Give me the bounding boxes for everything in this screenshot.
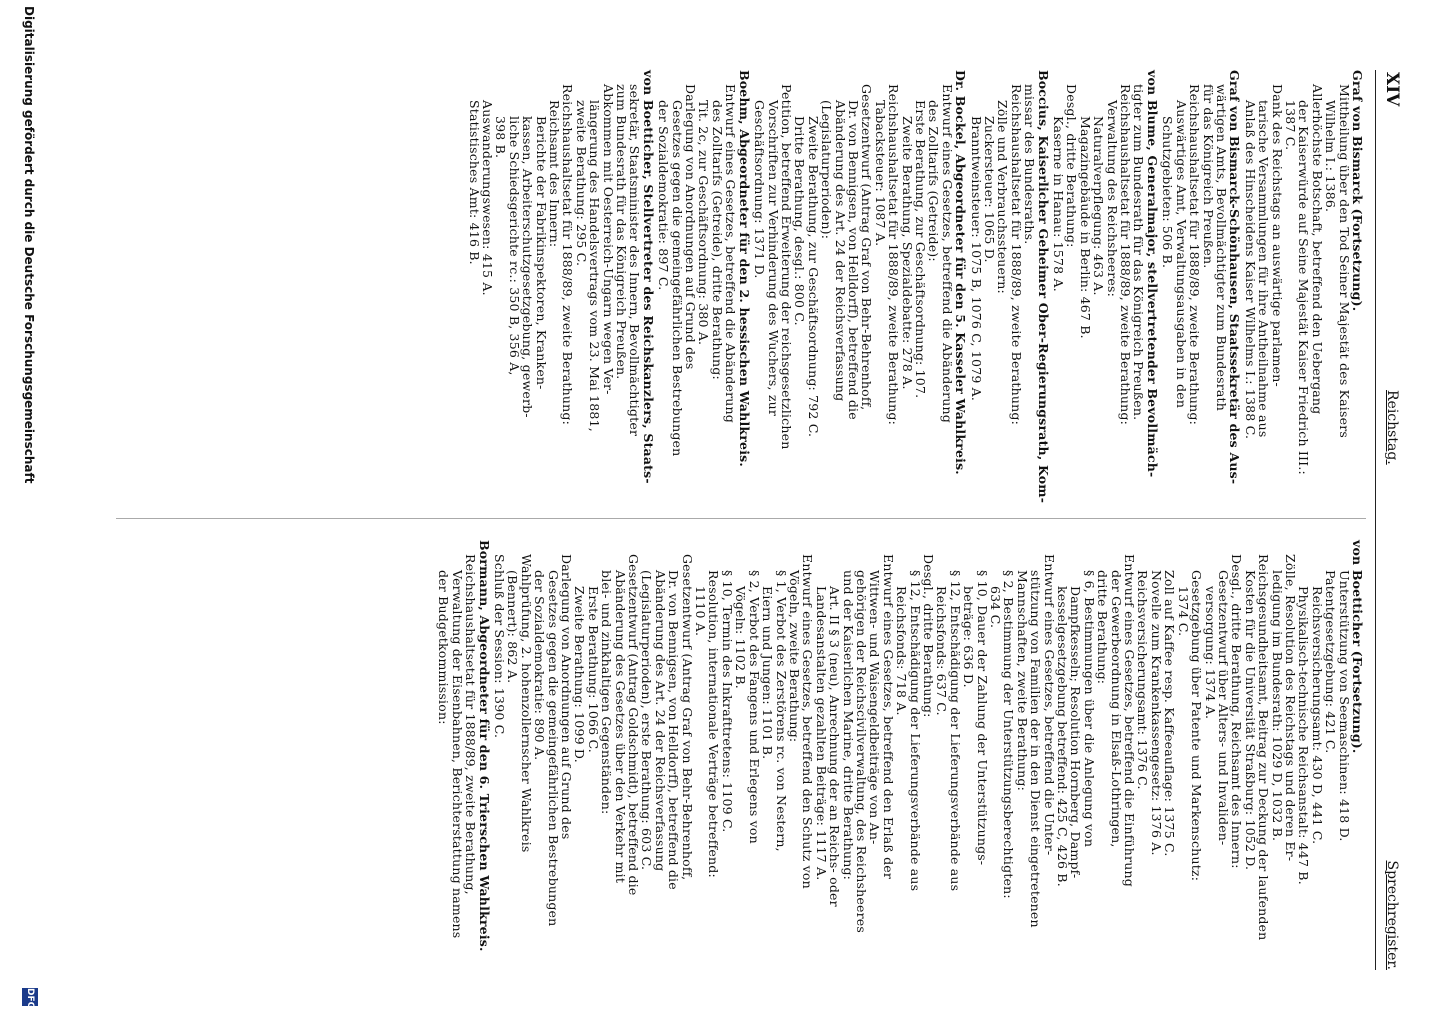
entry-line: Dr. von Bennigsen, von Helldorff), betreffend die: [666, 570, 682, 890]
entry-line: Auswärtiges Amt, Verwaltungsausgaben in den: [1173, 100, 1189, 409]
entry-line: Reichshaushaltsetat für 1888/89, zweite Berathung:: [886, 84, 902, 426]
footer-text: Digitalisierung gefördert durch die Deutsche Forschungsgemeinschaft: [22, 6, 36, 484]
register-entry: [1243, 70, 1364, 500]
entry-line: liche Schiedsgerichte rc.: 350 B, 356 A,: [506, 116, 522, 376]
register-entry: [493, 540, 1364, 970]
entry-line: § 10, Termin des Inkrafttretens: 1109 C.: [719, 570, 735, 833]
entry-line: § 1, Verbot des Zerstörens rc. von Nestern,: [773, 570, 789, 852]
entry-line: Desgl., dritte Berathung:: [1064, 84, 1080, 248]
entry-line: Reichsversicherungsamt: 430 D, 441 C.: [1309, 586, 1325, 845]
entry-line: des Zolltarifs (Getreide), dritte Berathung:: [709, 100, 725, 380]
entry-line: Gesetzentwurf (Antrag Goldschmidt), betreffend die: [626, 554, 642, 896]
entry-line: Zölle und Verbrauchssteuern:: [995, 100, 1011, 294]
entry-heading: Boccius, Kaiserlicher Geheimer Ober-Regierungsrath, Kom-: [1035, 70, 1051, 504]
entry-line: Dr. von Bennigsen, von Helldorff), betreffend die: [845, 100, 861, 420]
page-number: XIV: [1382, 72, 1402, 107]
entry-line: tarische Versammlungen für ihre Antheilnahme aus: [1256, 100, 1272, 438]
running-title-right: Sprechregister.: [1384, 860, 1400, 970]
entry-line: der Budgetkommission:: [436, 570, 452, 725]
entry-line: Zölle, Resolution des Reichstags und deren Er-: [1282, 554, 1298, 862]
entry-line: 1387 C.: [1282, 100, 1298, 151]
entry-line: Schutzgebieten: 506 B.: [1160, 116, 1176, 269]
header-rule: [1375, 70, 1376, 970]
entry-line: § 6, Bestimmungen über die Anlegung von: [1081, 570, 1097, 848]
entry-line: Abänderung des Art. 24 der Reichsverfassung: [832, 100, 848, 402]
entry-line: wärtigen Amts, Bevollmächtigter zum Bundesrath: [1213, 84, 1229, 412]
entry-line: Tit. 2c, zur Geschäftsordnung: 380 A.: [696, 100, 712, 346]
entry-line: tigter zum Bundesrath für das Königreich Preußen.: [1131, 84, 1147, 421]
entry-line: Reichsamt des Innern:: [547, 100, 563, 248]
entry-heading: Graf von Bismarck-Schönhausen, Staatssekretär des Aus-: [1227, 70, 1243, 485]
entry-line: (Legislaturperioden):: [819, 100, 835, 240]
entry-line: Tabacksteuer: 1087 A.: [872, 100, 888, 247]
column-divider: [116, 518, 1366, 519]
register-entry: [437, 540, 491, 970]
entry-line: Eiern und Jungen: 1101 B.: [760, 586, 776, 760]
entry-heading: von Boetticher, Stellvertreter des Reichskanzlers, Staats-: [640, 70, 656, 484]
entry-line: 1374 C.: [1175, 586, 1191, 637]
entry-line: 634 C.: [988, 586, 1004, 629]
right-column: [435, 540, 1364, 970]
entry-line: (Legislaturperioden), erste Berathung: 603 C.: [639, 570, 655, 871]
entry-line: Reichshaushaltsetat für 1888/89, zweite Berathung,: [463, 554, 479, 895]
entry-line: Zweite Berathung, Spezialdebatte: 278 A.: [899, 116, 915, 390]
register-entry: [467, 70, 655, 500]
entry-line: zweite Berathung: 295 C.: [573, 100, 589, 267]
entry-line: § 12, Entschädigung der Lieferungsverbände aus: [907, 570, 923, 892]
entry-line: Vorschriften zur Verhinderung des Wuchers, zur: [765, 100, 781, 417]
entry-line: Reichsfonds: 637 C.: [934, 586, 950, 716]
entry-line: Art. II § 3 (neu), Anrechnung der an Reichs- oder: [827, 586, 843, 907]
entry-line: Zweite Berathung, zur Geschäftsordnung: 792 C.: [805, 116, 821, 438]
entry-line: missar des Bundesraths.: [1022, 84, 1038, 245]
entry-line: Auswanderungswesen: 415 A.: [480, 100, 495, 296]
entry-line: (Bennert): 862 A.: [505, 570, 521, 684]
entry-line: Reichsgesundheitsamt, Beitrag zur Deckung der laufenden: [1256, 554, 1272, 941]
entry-line: zum Bundesrath für das Königreich Preußen.: [614, 84, 630, 380]
entry-line: und der Kaiserlichen Marine, dritte Berathung:: [840, 570, 856, 881]
entry-line: Branntweinsteuer: 1075 B, 1076 C, 1079 A.: [968, 116, 984, 402]
entry-line: § 12, Entschädigung der Lieferungsverbände aus: [947, 570, 963, 892]
entry-line: Novelle zum Krankenkassengesetz: 1376 A.: [1148, 570, 1164, 856]
entry-line: Reichshaushaltsetat für 1888/89, zweite Berathung:: [1118, 84, 1134, 426]
entry-line: Entwurf eines Gesetzes, betreffend den Erlaß der: [880, 554, 896, 880]
register-entry: [1161, 70, 1241, 500]
entry-heading: Dr. Bockel, Abgeordneter für den 5. Kasseler Wahlkreis.: [953, 70, 969, 475]
entry-heading: von Blume, Generalmajor, stellvertretender Bevollmäch-: [1144, 70, 1160, 478]
register-entry: [968, 70, 1051, 504]
scanned-page: [74, 70, 1404, 970]
entry-line: Erste Berathung: 1066 C.: [585, 586, 601, 753]
entry-line: dritte Berathung:: [1095, 570, 1111, 685]
entry-line: Patentgesetzgebung: 421 C.: [1323, 570, 1339, 754]
entry-line: Dampfkesseln; Resolution Hornberg, Dampf-: [1068, 586, 1084, 879]
entry-line: kesselgesetzgebung betreffend: 425 C, 426 B.: [1055, 586, 1071, 887]
entry-line: versorgung: 1374 A.: [1202, 586, 1218, 720]
entry-line: Wahlprüfung, 2. hohenzollernscher Wahlkreis: [518, 554, 534, 853]
entry-line: beträge: 636 D.: [961, 586, 977, 688]
entry-line: Abkommen mit Oesterreich-Ungarn wegen Ver-: [600, 84, 616, 395]
entry-line: § 10, Dauer der Zahlung der Unterstützungs-: [974, 570, 990, 866]
entry-line: Landesanstalten gezahlten Beiträge: 1117 A.: [813, 586, 829, 881]
entry-line: blei- und zinkhaltigen Gegenständen:: [599, 570, 615, 815]
entry-heading: Boehm, Abgeordneter für den 2. hessischen Wahlkreis.: [736, 70, 752, 467]
entry-line: der Kaiserwürde auf Seine Majestät Kaiser Friedrich III.:: [1296, 100, 1312, 475]
entry-line: Reichsversicherungsamt: 1376 C.: [1135, 570, 1151, 790]
entry-heading: von Boetticher (Fortsetzung).: [1350, 540, 1365, 754]
entry-line: Zweite Berathung: 1099 D.: [572, 586, 588, 763]
register-entry: [657, 70, 751, 500]
entry-line: Kosten für die Universität Straßburg: 1052 D.: [1242, 570, 1258, 871]
entry-line: Zoll auf Kaffee resp. Kaffeeauflage: 1375 C.: [1162, 570, 1178, 857]
entry-line: 398 B.: [493, 116, 509, 159]
entry-line: Gesetzgebung über Patente und Markenschutz:: [1189, 570, 1205, 882]
entry-line: Entwurf eines Gesetzes, betreffend den Schutz von: [800, 554, 816, 889]
entry-line: Dritte Berathung, desgl.: 800 C.: [792, 116, 808, 326]
register-entry: [753, 70, 968, 500]
entry-line: Resolution, internationale Verträge betreffend:: [706, 570, 722, 878]
entry-line: Erste Berathung, zur Geschäftsordnung: 107.: [913, 100, 928, 399]
entry-line: Mittheilung über den Tod Seiner Majestät des Kaisers: [1336, 84, 1352, 438]
entry-line: Naturalverpflegung: 463 A.: [1091, 116, 1107, 296]
digitization-footer: [16, 0, 40, 1009]
entry-line: Wilhelm I.: 1386.: [1323, 100, 1339, 213]
entry-line: Entwurf eines Gesetzes, betreffend die Einführung: [1122, 554, 1138, 887]
entry-line: stützung von Familien der in den Dienst eingetretenen: [1028, 570, 1044, 928]
entry-line: Wittwen- und Waisengeldbeiträge von An-: [867, 570, 883, 845]
dfg-logo: DFG: [22, 988, 38, 1006]
entry-line: Kaserne in Hanau: 1578 A.: [1051, 116, 1067, 292]
register-entry: [1052, 70, 1159, 500]
entry-line: Abänderung des Gesetzes über den Verkehr mit: [612, 570, 628, 884]
entry-line: der Gewerbeordnung in Elsaß-Lothringen,: [1108, 570, 1124, 848]
entry-line: Gesetzentwurf über Alters- und Invaliden-: [1215, 570, 1231, 846]
entry-line: Statistisches Amt: 416 B.: [466, 100, 482, 265]
entry-line: Verwaltung der Eisenbahnen, Berichterstattung namens: [449, 570, 465, 939]
entry-line: Desgl., dritte Berathung:: [921, 554, 936, 718]
entry-line: Gesetzentwurf (Antrag Graf von Behr-Behrenhoff,: [859, 84, 875, 411]
running-head: [1376, 70, 1404, 970]
entry-line: Reichshaushaltsetat für 1888/89, zweite Berathung:: [1187, 84, 1203, 426]
running-title-center: Reichstag.: [1384, 390, 1400, 465]
entry-line: Darlegung von Anordnungen auf Grund des: [683, 84, 699, 370]
entry-line: Desgl., dritte Berathung, Reichsamt des Innern:: [1229, 554, 1245, 869]
entry-line: Berichte der Fabrikinspektoren, Kranken-: [533, 116, 549, 390]
entry-line: Vögeln, zweite Berathung:: [786, 570, 802, 743]
entry-line: kassen, Arbeiterschutzgesetzgebung, gewerb-: [520, 116, 536, 418]
entry-line: sekretär, Staatsminister des Innern, Bevollmächtigter: [627, 84, 643, 437]
entry-line: Reichshaushaltsetat für 1888/89, zweite Berathung:: [1008, 84, 1024, 426]
entry-line: Petition, betreffend Erweiterung der reichsgesetzlichen: [778, 84, 794, 450]
entry-line: Anlaß des Hinscheidens Kaiser Wilhelms I.: 1388 C.: [1242, 100, 1258, 440]
entry-line: Entwurf eines Gesetzes, betreffend die Abänderung: [939, 84, 955, 423]
entry-line: der Sozialdemokratie: 890 A.: [532, 570, 548, 761]
entry-line: Reichshaushaltsetat für 1888/89, zweite Berathung:: [560, 84, 576, 426]
entry-line: der Sozialdemokratie: 897 C.: [656, 100, 672, 291]
entry-line: Reichsfonds: 718 A.: [894, 586, 910, 716]
entry-line: Gesetzes gegen die gemeingefährlichen Bestrebungen: [545, 570, 561, 927]
entry-line: 1110 A.: [693, 586, 709, 637]
entry-line: Zuckersteuer: 1065 D.: [982, 116, 998, 263]
entry-line: Gesetzes gegen die gemeingefährlichen Bestrebungen: [669, 100, 685, 457]
entry-line: Unterstützung von Seemaschinen: 418 D.: [1336, 570, 1352, 842]
entry-line: Gesetzentwurf (Antrag Graf von Behr-Behrenhoff,: [679, 554, 695, 881]
entry-line: Vögeln: 1102 B.: [733, 586, 749, 689]
entry-line: für das Königreich Preußen.: [1200, 84, 1216, 269]
left-column: [465, 70, 1365, 504]
entry-line: gehörigen der Reichscivilverwaltung, des Reichsheeres: [853, 570, 869, 933]
entry-line: Allerhöchste Botschaft, betreffend den Uebergang: [1309, 84, 1325, 415]
entry-line: § 2, Bestimmung der Unterstützungsberechtigten:: [1001, 570, 1017, 899]
entry-line: Geschäftsordnung: 1371 D.: [752, 100, 768, 279]
entry-line: längerung des Handelsvertrags vom 23. Mai 1881,: [587, 100, 603, 432]
entry-line: ledigung im Bundesrath: 1029 D, 1032 B.: [1269, 570, 1285, 842]
entry-line: Darlegung von Anordnungen auf Grund des: [559, 554, 575, 840]
entry-line: Abänderung des Art. 24 der Reichsverfassung: [652, 570, 668, 872]
entry-heading: Bormann, Abgeordneter für den 6. Trierschen Wahlkreis.: [476, 540, 492, 952]
entry-line: Verwaltung des Reichsheeres:: [1104, 100, 1120, 298]
entry-line: Mannschaften, zweite Berathung:: [1014, 570, 1030, 791]
entry-line: Dank des Reichstags an auswärtige parlamen-: [1269, 84, 1285, 387]
entry-line: Entwurf eines Gesetzes, betreffend die Unter-: [1041, 554, 1057, 856]
entry-line: Physikalisch-technische Reichsanstalt: 447 B.: [1296, 586, 1312, 885]
entry-line: Magazingebäude in Berlin: 467 B.: [1077, 116, 1093, 339]
entry-line: § 2, Verbot des Fangens und Erlegens von: [746, 570, 762, 844]
entry-line: Entwurf eines Gesetzes, betreffend die Abänderung: [723, 84, 739, 423]
entry-line: Schluß der Session: 1390 C.: [492, 554, 507, 739]
entry-line: des Zolltarifs (Getreide):: [926, 100, 942, 262]
entry-heading: Graf von Bismarck (Fortsetzung).: [1350, 70, 1365, 312]
